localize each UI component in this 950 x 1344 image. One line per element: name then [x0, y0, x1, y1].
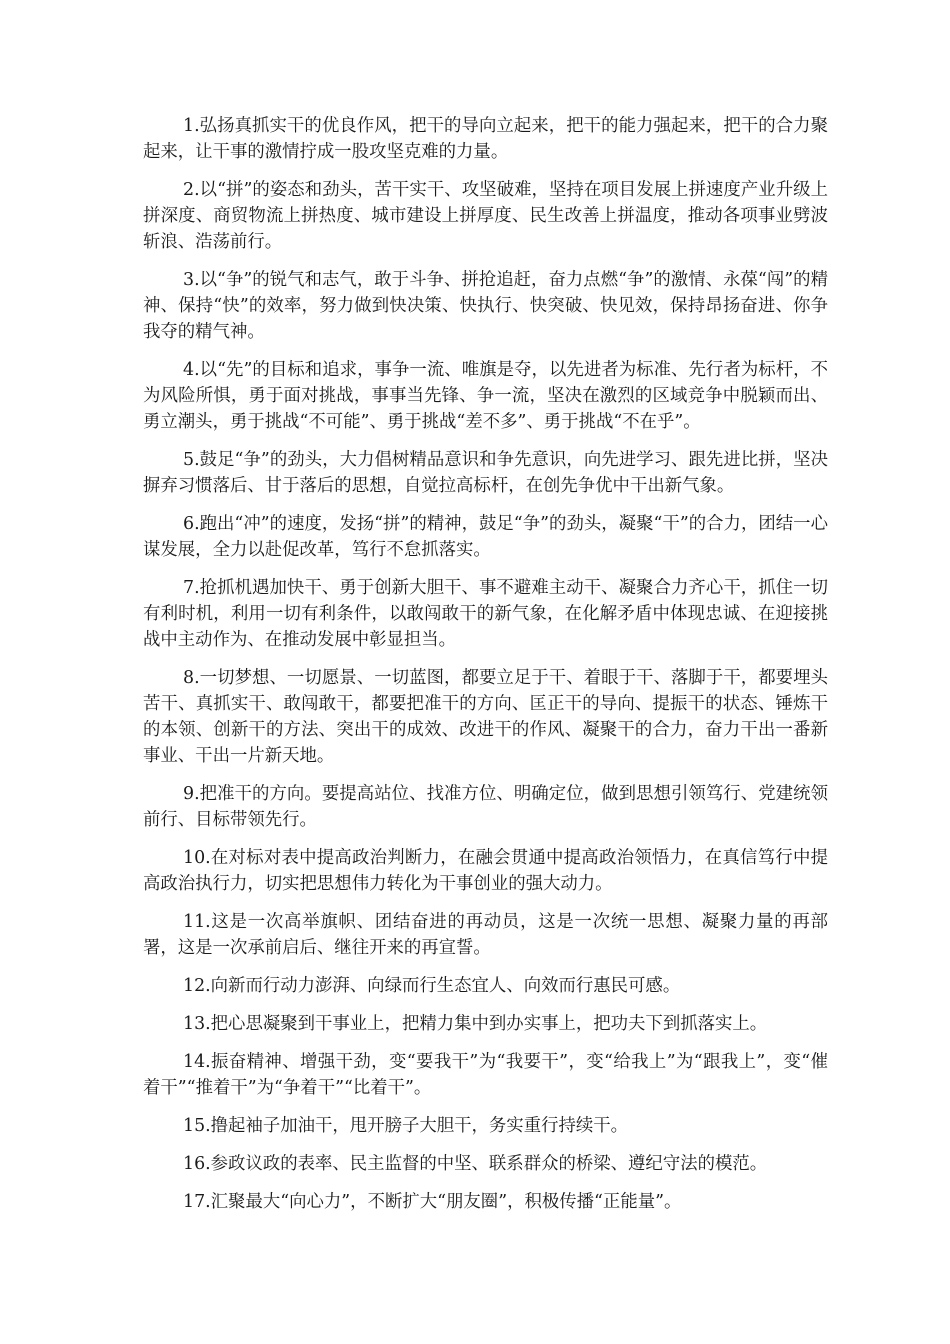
paragraph-11: 11.这是一次高举旗帜、团结奋进的再动员，这是一次统一思想、凝聚力量的再部署，这是一次承前启后、继往开来的再宣誓。: [143, 912, 828, 958]
paragraph-13: 13.把心思凝聚到干事业上，把精力集中到办实事上，把功夫下到抓落实上。: [183, 1014, 768, 1034]
paragraph-4: 4.以“先”的目标和追求，事争一流、唯旗是夺，以先进者为标准、先行者为标杆，不为风险所惧，勇于面对挑战，事事当先锋、争一流，坚决在激烈的区域竞争中脱颖而出、勇立潮头，勇于挑战“不可能”、勇于挑战“差不多”、勇于挑战“不在乎”。: [143, 360, 828, 432]
paragraph-10: 10.在对标对表中提高政治判断力，在融会贯通中提高政治领悟力，在真信笃行中提高政治执行力，切实把思想伟力转化为干事创业的强大动力。: [143, 848, 828, 894]
paragraph-5: 5.鼓足“争”的劲头，大力倡树精品意识和争先意识，向先进学习、跟先进比拼，坚决摒弃习惯落后、甘于落后的思想，自觉拉高标杆，在创先争优中干出新气象。: [143, 450, 828, 496]
paragraph-8: 8.一切梦想、一切愿景、一切蓝图，都要立足于干、着眼于干、落脚于干，都要埋头苦干、真抓实干、敢闯敢干，都要把准干的方向、匡正干的导向、提振干的状态、锤炼干的本领、创新干的方法、突出干的成效、改进干的作风、凝聚干的合力，奋力干出一番新事业、干出一片新天地。: [143, 668, 828, 766]
paragraph-12: 12.向新而行动力澎湃、向绿而行生态宜人、向效而行惠民可感。: [183, 976, 681, 996]
paragraph-7: 7.抢抓机遇加快干、勇于创新大胆干、事不避难主动干、凝聚合力齐心干，抓住一切有利时机，利用一切有利条件，以敢闯敢干的新气象，在化解矛盾中体现忠诚、在迎接挑战中主动作为、在推动发展中彰显担当。: [143, 578, 828, 650]
paragraph-6: 6.跑出“冲”的速度，发扬“拼”的精神，鼓足“争”的劲头，凝聚“干”的合力，团结一心谋发展，全力以赴促改革，笃行不怠抓落实。: [143, 514, 828, 560]
paragraph-2: 2.以“拼”的姿态和劲头，苦干实干、攻坚破难，坚持在项目发展上拼速度产业升级上拼深度、商贸物流上拼热度、城市建设上拼厚度、民生改善上拼温度，推动各项事业劈波斩浪、浩荡前行。: [143, 180, 828, 252]
paragraph-17: 17.汇聚最大“向心力”，不断扩大“朋友圈”，积极传播“正能量”。: [183, 1192, 682, 1212]
paragraph-1: 1.弘扬真抓实干的优良作风，把干的导向立起来，把干的能力强起来，把干的合力聚起来，让干事的激情拧成一股攻坚克难的力量。: [143, 116, 828, 162]
paragraph-14: 14.振奋精神、增强干劲，变“要我干”为“我要干”，变“给我上”为“跟我上”，变“催着干”“推着干”为“争着干”“比着干”。: [143, 1052, 828, 1098]
document-body: [143, 113, 828, 1227]
paragraph-15: 15.撸起袖子加油干，甩开膀子大胆干，务实重行持续干。: [183, 1116, 629, 1136]
paragraph-3: 3.以“争”的锐气和志气，敢于斗争、拼抢追赶，奋力点燃“争”的激情、永葆“闯”的精神、保持“快”的效率，努力做到快决策、快执行、快突破、快见效，保持昂扬奋进、你争我夺的精气神。: [143, 270, 828, 342]
paragraph-9: 9.把准干的方向。要提高站位、找准方位、明确定位，做到思想引领笃行、党建统领前行、目标带领先行。: [143, 784, 828, 830]
paragraph-16: 16.参政议政的表率、民主监督的中坚、联系群众的桥梁、遵纪守法的模范。: [183, 1154, 768, 1174]
